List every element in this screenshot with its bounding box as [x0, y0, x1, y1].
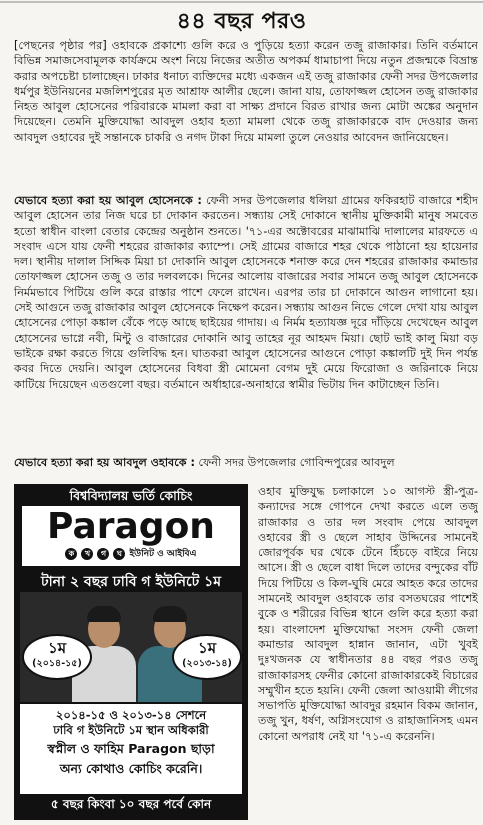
ad-footer: ৫ বছর কিংবা ১০ বছর পর্বে কোন — [50, 797, 212, 811]
ad-result-line: টানা ২ বছর ঢাবি গ ইউনিটে ১ম — [40, 574, 222, 590]
subhead-abdul-wahab: যেভাবে হত্যা করা হয় আবদুল ওহাবকে : — [14, 456, 195, 469]
ad-brand-logo: Paragon — [47, 506, 215, 547]
article-paragraph-3-continued: ওহাব মুক্তিযুদ্ধ চলাকালে ১০ আগস্ট স্ত্রী-পুত্র-কন্যাদের সঙ্গে গোপনে দেখা করতে এলে তজু রাজাকার ও তার দল সংবাদ পেয়ে আবদুল ওহাবের স্ত্রী ও ছেলে সাহাব উদ্দিনের সামনেই জোরপূর্বক ঘর থেকে টেনে হিঁচড়ে বাইরে নিয়ে আসে। স্ত্রী ও ছেলে বাধা দিলে তাদের বন্দুকের বাঁট দিয়ে পিটিয়ে ও কিল-ঘুষি মেরে আহত করে তাদের সামনেই আবদুল ওহাবকে তার বসতঘরের পাশেই বুকে ও শরীরের বিভিন্ন স্থানে গুলি করে হত্যা করা হয়। বাংলাদেশ মুক্তিযোদ্ধা সংসদ ফেনী জেলা কমান্ডার আবদুল হান্নান জানান, এটা খুবই দুঃখজনক যে স্বাধীনতার ৪৪ বছর পরও তজু রাজাকারসহ ফেনীর কোনো রাজাকারকেই বিচারের সম্মুখীন হতে হয়নি। ফেনী জেলা আওয়ামী লীগের সভাপতি মুক্তিযোদ্ধা আবদুর রহমান বিকম জানান, তজু খুন, ধর্ষণ, অগ্নিসংযোগ ও রাহাজানিসহ এমন কোনো অপরাধ নেই যা '৭১-এ করেননি। — [258, 485, 478, 743]
unit-ka-badge: ক — [65, 548, 77, 560]
article-paragraph-1: [পেছনের পৃষ্ঠার পর] ওহাবকে প্রকাশ্যে গুলি করে ও পুড়িয়ে হত্যা করেন তজু রাজাকার। তিনি বর্তমানে বিভিন্ন সমাজসেবামূলক কার্যক্রমে অংশ নিয়ে নিজের অতীত অপকর্ম ধামাচাপা দিয়ে নতুন প্রজন্মকে বিভ্রান্ত করার অপচেষ্টা চালাচ্ছেন। ঢাকার ধনাঢ্য ব্যক্তিদের মধ্যে একজন এই তজু রাজাকার ফেনী সদর উপজেলার ধর্মপুর ইউনিয়নের মজলিশপুরের মৃত আশ্রাফ আলীর ছেলে। জানা যায়, তোফাজ্জল হোসেন তজু রাজাকার নিহত আবুল হোসেনের পরিবারকে মামলা করা বা সাক্ষ্য প্রদানে বিরত রাখার জন্য মোটা অঙ্কের অনুদান দিয়েছেন। তেমনি মুক্তিযোদ্ধা আবদুল ওহাব হত্যা মামলা থেকে তজু রাজাকারকে বাদ দেওয়ার জন্য আবদুল ওহাবের দুই সন্তানকে চাকরি ও নগদ টাকা দিয়ে মামলা তুলে নেওয়ার আবেদন জানিয়েছেন। — [14, 39, 478, 144]
ad-line-4: অন্য কোথাও কোচিং করেনি। — [59, 761, 203, 776]
unit-ga-badge: গ — [97, 548, 109, 560]
ad-line-1: ২০১৪-১৫ ও ২০১৩-১৪ সেশনে — [55, 708, 207, 722]
ad-claim-box — [20, 704, 242, 794]
paragon-advertisement — [14, 484, 248, 820]
article-paragraph-2-body: ফেনী সদর উপজেলার ধলিয়া গ্রামের ফকিরহাট বাজারে শহীদ আবুল হোসেন তার নিজ ঘরে চা দোকান করতেন। সন্ধ্যায় সেই দোকানে স্থানীয় মুক্তিকামী মানুষ সমবেত হতো স্বাধীন বাংলা বেতার কেন্দ্রের অনুষ্ঠান শুনতে। '৭১-এর অক্টোবরের মাঝামাঝি দালালের মারফতে এ সংবাদ এসে যায় ফেনী শহরের রাজাকার ক্যাম্পে। সেই গ্রামের বাজারে শহর থেকে পাঠানো হয় হায়েনার দল। স্থানীয় দালাল সিদ্দিক মিয়া চা দোকানি আবুল হোসেনকে শনাক্ত করে দেন শহরের রাজাকার কমান্ডার তোফাজ্জল হোসেন তজু ও তার দলবলকে। দিনের আলোয় বাজারের সবার সামনে তজু আবুল হোসেনকে নির্মমভাবে পিটিয়ে গুলি করে রাস্তার পাশে ফেলে রাখেন। এরপর তার চা দোকানে আগুন লাগানো হয়। সেই আগুনে তজু রাজাকার আবুল হোসেনকে নিক্ষেপ করেন। সন্ধ্যায় আগুন নিভে গেলে দেখা যায় আবুল হোসেনের পোড়া কঙ্কাল বেঁকে পড়ে আছে ছাইয়ের গাদায়। এ নির্মম হত্যাযজ্ঞ দূরে দাঁড়িয়ে দেখেছেন আবুল হোসেনের ভাগ্নে নবী, মিন্টু ও বাজারের দোকানি আবু তাহের নূর আহমদ মিয়া। ছোট ভাই কালু মিয়া বড় ভাইকে রক্ষা করতে গিয়ে গুলিবিদ্ধ হন। ঘাতকরা আবুল হোসেনের আগুনে পোড়া কঙ্কালটি দুই দিন পর্যন্ত কবর দিতে দেয়নি। আবুল হোসেনের বিধবা স্ত্রী মোমেনা বেগম দুই মেয়ে ফিরোজা ও জরিনাকে নিয়ে কাটিয়ে দিয়েছেন এতগুলো বছর। বর্তমানে অর্ধাহারে-অনাহারে স্বামীর ভিটায় দিন কাটাচ্ছেন তিনি। — [14, 194, 478, 391]
top-rule — [0, 0, 483, 5]
unit-gha-badge: ঘ — [113, 548, 125, 560]
ad-units-row — [22, 546, 240, 561]
article-paragraph-2 — [14, 193, 478, 392]
ad-top-text: বিশ্ববিদ্যালয় ভর্তি কোচিং — [69, 488, 193, 503]
ad-line-3: স্বপ্নীল ও ফাহিম Paragon ছাড়া — [47, 741, 215, 756]
rank-badge-right-year: (২০১৩-১৪) — [182, 658, 232, 669]
rank-badge-left-rank: ১ম — [47, 639, 67, 657]
ad-brand-box — [22, 506, 240, 566]
ad-units-suffix: ইউনিট ও আইবিএ — [129, 549, 197, 559]
rank-badge-right-rank: ১ম — [197, 639, 217, 657]
ad-line-2: ঢাবি গ ইউনিটে ১ম স্থান অধিকারী — [53, 723, 209, 737]
rank-badge-left — [22, 634, 92, 680]
article-paragraph-3-body: ফেনী সদর উপজেলার গোবিন্দপুরের আবদুল — [194, 456, 395, 469]
unit-kha-badge: খ — [81, 548, 93, 560]
article-paragraph-3 — [14, 455, 478, 471]
rank-badge-right — [172, 634, 242, 680]
subhead-abul-hossain: যেভাবে হত্যা করা হয় আবুল হোসেনকে : — [14, 194, 202, 207]
rank-badge-left-year: (২০১৪-১৫) — [32, 658, 82, 669]
headline: ৪৪ বছর পরও — [176, 9, 307, 34]
